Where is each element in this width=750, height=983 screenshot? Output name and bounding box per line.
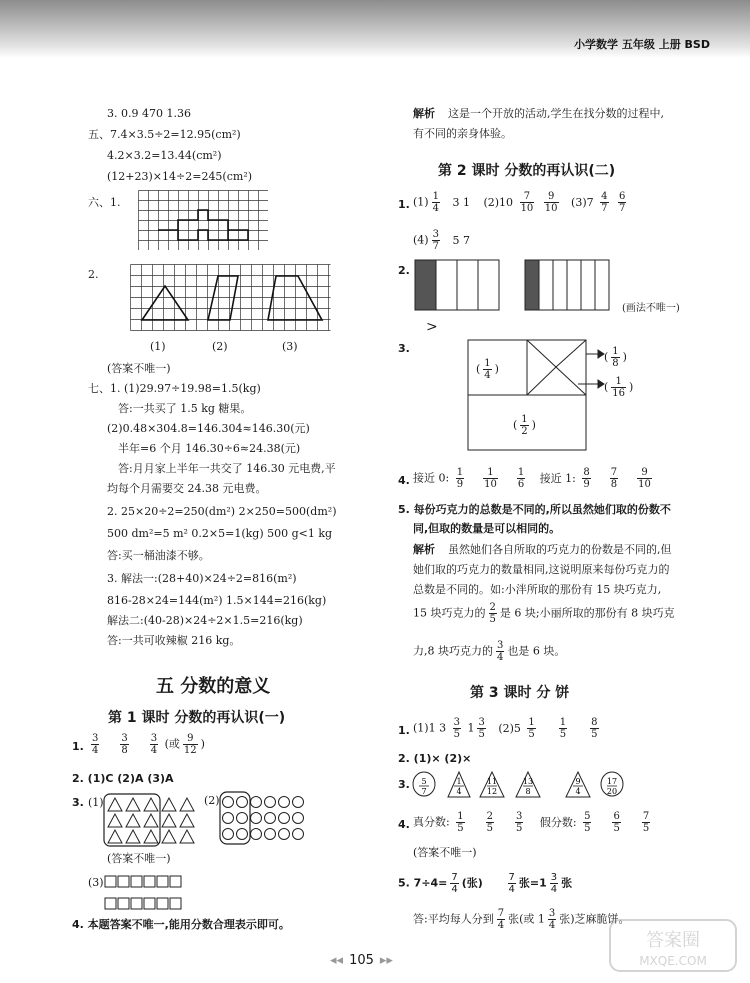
answer-line: 七、1. (1)29.97÷19.98=1.5(kg): [88, 382, 261, 395]
question-number: 4.: [398, 474, 410, 487]
series-label: 小学数学 五年级 上册 BSD: [574, 38, 710, 51]
answer-line: 5. 每份巧克力的总数是不同的,所以虽然她们取的份数不: [398, 503, 671, 516]
answer-line: 2. 25×20÷2=250(dm²) 2×250=500(dm²): [107, 505, 337, 518]
fraction-label: ( $\frac{1}{8}$ ): [604, 346, 627, 369]
fraction-square-diagram: [466, 336, 626, 456]
shape-fraction-denominator: 4: [456, 787, 462, 796]
answer-line: 解法二:(40-28)×24÷2×1.5=216(kg): [107, 614, 303, 627]
page-number: 105: [349, 953, 374, 968]
question-number: 2.: [398, 264, 410, 277]
fraction-answers: (4) $\frac{3}{7}$ 5 7: [413, 229, 470, 252]
answer-line: 3. 解法一:(28+40)×24÷2=816(m²): [107, 572, 297, 585]
answer-line: (2)0.48×304.8=146.304≈146.30(元): [107, 422, 310, 435]
lesson-title: 第 3 课时 分 饼: [470, 685, 570, 701]
answer-note: (答案不唯一): [413, 846, 477, 859]
question-number: 1.: [72, 740, 84, 753]
answer-line: 五、7.4×3.5÷2=12.95(cm²): [88, 128, 241, 141]
answer-line: 六、1.: [88, 196, 121, 209]
question-number: 4.: [398, 818, 410, 831]
fraction-answers: (1)1 3 $\frac{3}{5}$ 1 $\frac{3}{5}$ (2)5 $\frac{1}{5}$ $\frac{1}{5}$ $\frac{8}{5}$: [413, 717, 598, 740]
shape-fraction-numerator: 13: [522, 777, 534, 786]
shape-fraction-denominator: 4: [575, 787, 581, 796]
figure-label: (3): [282, 340, 298, 353]
shape-fraction-numerator: 5: [421, 777, 427, 786]
answer-line: 有不同的亲身体验。: [413, 127, 512, 140]
answer-line: 她们取的巧克力的数量相同,这说明原来每份巧克力的: [413, 563, 670, 576]
lesson-title: 第 1 课时 分数的再认识(一): [108, 710, 286, 726]
answer-line: 4.2×3.2=13.44(cm²): [107, 149, 222, 162]
question-number: 3.: [72, 796, 84, 809]
answer-line: 总数是不同的。如:小泮所取的那份有 15 块巧克力,: [413, 583, 662, 596]
circles-figure: [218, 790, 314, 846]
squares-row-2: [104, 896, 194, 912]
fraction-answers: $\frac{3}{4}$ $\frac{3}{8}$ $\frac{3}{4}$ (或 $\frac{9}{12}$ ): [92, 733, 205, 756]
lesson-title: 第 2 课时 分数的再认识(二): [438, 163, 616, 179]
question-number: 1.: [398, 198, 410, 211]
answer-note: (答案不唯一): [107, 852, 171, 865]
shape-fraction-denominator: 12: [486, 787, 498, 796]
answer-line: 15 块巧克力的 $\frac{2}{5}$ 是 6 块;小丽所取的那份有 8 块巧克: [413, 602, 675, 625]
shape-fraction-denominator: 8: [525, 787, 531, 796]
question-number: 3.: [398, 342, 410, 355]
shape-fraction-denominator: 7: [421, 787, 427, 796]
svg-text:MXQE.COM: MXQE.COM: [639, 954, 707, 968]
analysis-label: 解析: [413, 543, 435, 556]
answer-line: 答:买一桶油漆不够。: [107, 549, 210, 562]
answer-line: 500 dm²=5 m² 0.2×5=1(kg) 500 g<1 kg: [107, 527, 333, 540]
part-label: (3): [88, 876, 104, 889]
answer-line: 答:平均每人分到 $\frac{7}{4}$ 张(或 1 $\frac{3}{4}$ 张)芝麻脆饼。: [413, 908, 630, 931]
question-number: 3.: [398, 778, 410, 791]
answer-line: 半年=6 个月 146.30÷6≈24.38(元): [118, 442, 301, 455]
page-footer: ◂◂ 105 ▸▸: [330, 953, 393, 968]
part-label: (2): [204, 794, 220, 807]
fraction-label: ( $\frac{1}{4}$ ): [476, 358, 499, 381]
answer-line: 答:一共可收辣椒 216 kg。: [107, 634, 241, 647]
answer-line: 答:月月家上半年一共交了 146.30 元电费,平: [118, 462, 336, 475]
squares-row-1: [104, 874, 194, 890]
comparison-sign: >: [426, 319, 438, 335]
unit-title: 五 分数的意义: [156, 676, 271, 697]
question-number: 1.: [398, 724, 410, 737]
grid-figure-2: [130, 264, 340, 334]
fraction-label: ( $\frac{1}{16}$ ): [604, 376, 634, 399]
grid-figure-1: [138, 190, 268, 250]
fraction-answers: 接近 0: $\frac{1}{9}$ $\frac{1}{10}$ $\frac{1}{6}$ 接近 1: $\frac{8}{9}$ $\frac{7}{8}$ $\frac{9}{10}$: [413, 467, 651, 490]
analysis-label: 解析: [413, 107, 435, 120]
answer-line: 4. 本题答案不唯一,能用分数合理表示即可。: [72, 918, 290, 931]
shape-fractions: [410, 770, 640, 800]
fraction-answers: 真分数: $\frac{1}{5}$ $\frac{2}{5}$ $\frac{3}{5}$ 假分数: $\frac{5}{5}$ $\frac{6}{5}$ $\frac{7}{5}$: [413, 811, 650, 834]
answer-line: 均每个月需要交 24.38 元电费。: [107, 482, 267, 495]
strip-diagram: [413, 258, 623, 316]
answer-line: 2. (1)C (2)A (3)A: [72, 772, 174, 785]
figure-label: (2): [212, 340, 228, 353]
shape-fraction-numerator: 1: [456, 777, 462, 786]
answer-line: 2. (1)× (2)×: [398, 752, 472, 765]
answer-line: 虽然她们各自所取的巧克力的份数是不同的,但: [448, 543, 672, 556]
answer-line: (12+23)×14÷2=245(cm²): [107, 170, 253, 183]
answer-line: 816-28×24=144(m²) 1.5×144=216(kg): [107, 594, 327, 607]
answer-line: 同,但取的数量是可以相同的。: [413, 522, 561, 535]
answer-line: 5. 7÷4= $\frac{7}{4}$ (张) $\frac{7}{4}$ 张=1 $\frac{3}{4}$ 张: [398, 872, 573, 895]
fraction-label: ( $\frac{1}{2}$ ): [513, 414, 536, 437]
shape-fraction-denominator: 20: [606, 787, 618, 796]
shape-fraction-numerator: 11: [486, 777, 498, 786]
answer-line: 2.: [88, 268, 99, 281]
watermark-logo: [608, 918, 738, 973]
part-label: (1): [88, 796, 104, 809]
answer-line: 这是一个开放的活动,学生在找分数的过程中,: [448, 107, 664, 120]
answer-line: 答:一共买了 1.5 kg 糖果。: [118, 402, 252, 415]
answer-line: 力,8 块巧克力的 $\frac{3}{4}$ 也是 6 块。: [413, 640, 566, 663]
figure-label: (1): [150, 340, 166, 353]
answer-note: (画法不唯一): [622, 303, 680, 314]
shape-fraction-numerator: 17: [606, 777, 618, 786]
answer-note: (答案不唯一): [107, 362, 171, 375]
fraction-answers: (1) $\frac{1}{4}$ 3 1 (2)10 $\frac{7}{10}$ $\frac{9}{10}$ (3)7 $\frac{4}{7}$ $\frac{6}{7}$: [413, 191, 626, 214]
triangles-figure: [102, 792, 198, 848]
answer-line: 3. 0.9 470 1.36: [107, 107, 191, 120]
svg-text:答案圈: 答案圈: [646, 930, 700, 951]
shape-fraction-numerator: 9: [575, 777, 581, 786]
